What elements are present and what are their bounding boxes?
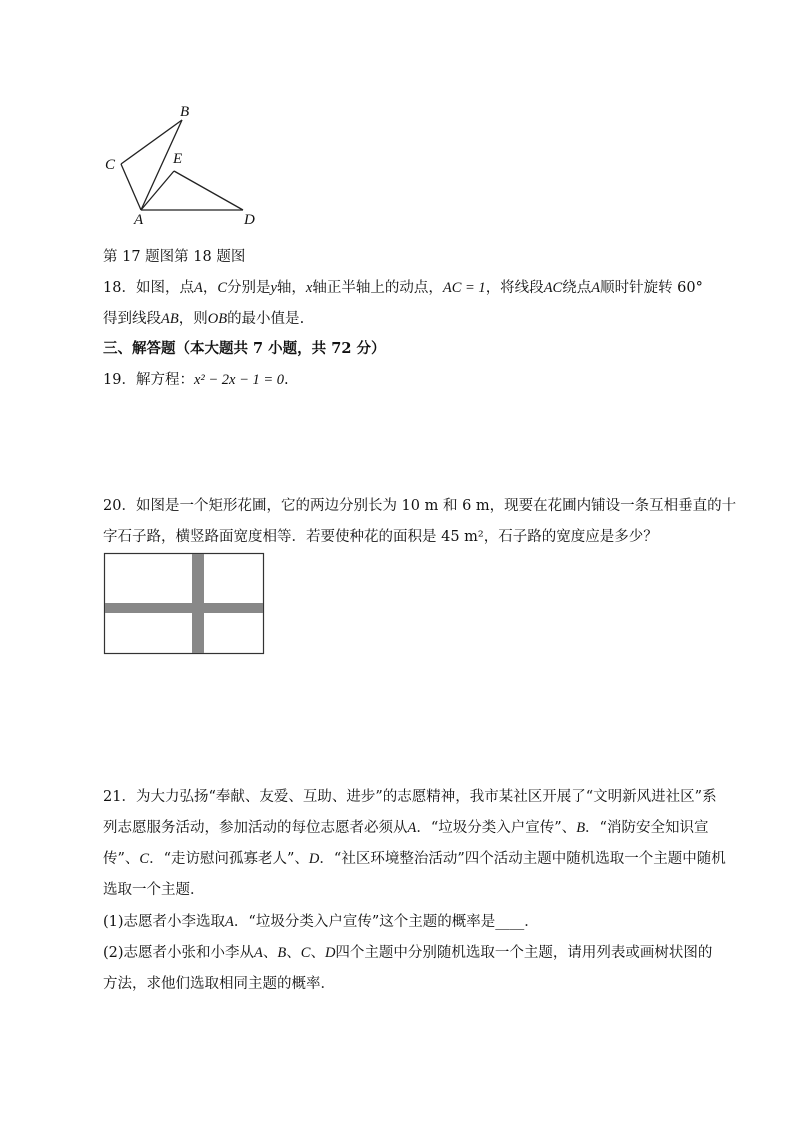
question-21-line3: 传”、C．“走访慰问孤寡老人”、D．“社区环境整治活动”四个活动主题中随机选取一个主题中随机 bbox=[103, 851, 726, 867]
question-20-line1: 20．如图是一个矩形花圃，它的两边分别长为 10 m 和 6 m，现要在花圃内铺设一条互相垂直的十 bbox=[103, 498, 737, 514]
question-21-sub2-line1: (2)志愿者小张和小李从A、B、C、D四个主题中分别随机选取一个主题，请用列表或画树状图的 bbox=[103, 945, 713, 961]
point-label-d: D bbox=[244, 212, 255, 228]
question-20-line2: 字石子路，横竖路面宽度相等．若要使种花的面积是 45 m²，石子路的宽度应是多少？ bbox=[103, 529, 658, 545]
point-label-a: A bbox=[134, 212, 144, 228]
question-19: 19．解方程：x² − 2x − 1 = 0. bbox=[103, 372, 289, 388]
question-21-line2: 列志愿服务活动，参加活动的每位志愿者必须从A．“垃圾分类入户宣传”、B．“消防安全知识宣 bbox=[103, 820, 709, 836]
horizontal-path bbox=[105, 603, 263, 613]
equation-19: x² − 2x − 1 = 0 bbox=[193, 372, 285, 388]
question-21-sub2-line2: 方法，求他们选取相同主题的概率． bbox=[103, 976, 335, 992]
question-18-line2: 得到线段AB，则OB的最小值是. bbox=[103, 311, 305, 327]
question-21-sub1: (1)志愿者小李选取A．“垃圾分类入户宣传”这个主题的概率是____． bbox=[103, 914, 539, 930]
figure-caption: 第 17 题图第 18 题图 bbox=[103, 249, 246, 265]
question-21-line4: 选取一个主题． bbox=[103, 882, 205, 898]
point-label-c: C bbox=[105, 157, 116, 173]
point-label-b: B bbox=[180, 104, 190, 120]
point-label-e: E bbox=[173, 151, 183, 167]
section-3-title: 三、解答题（本大题共 7 小题，共 72 分） bbox=[103, 340, 386, 357]
question-18-line1: 18．如图，点A，C分别是y轴，x轴正半轴上的动点，AC = 1，将线段AC绕点A顺时针旋转 60° bbox=[103, 280, 703, 296]
question-21-line1: 21．为大力弘扬“奉献、友爱、互助、进步”的志愿精神，我市某社区开展了“文明新风进社区”系 bbox=[103, 789, 717, 805]
answer-blank: ____ bbox=[495, 914, 525, 930]
